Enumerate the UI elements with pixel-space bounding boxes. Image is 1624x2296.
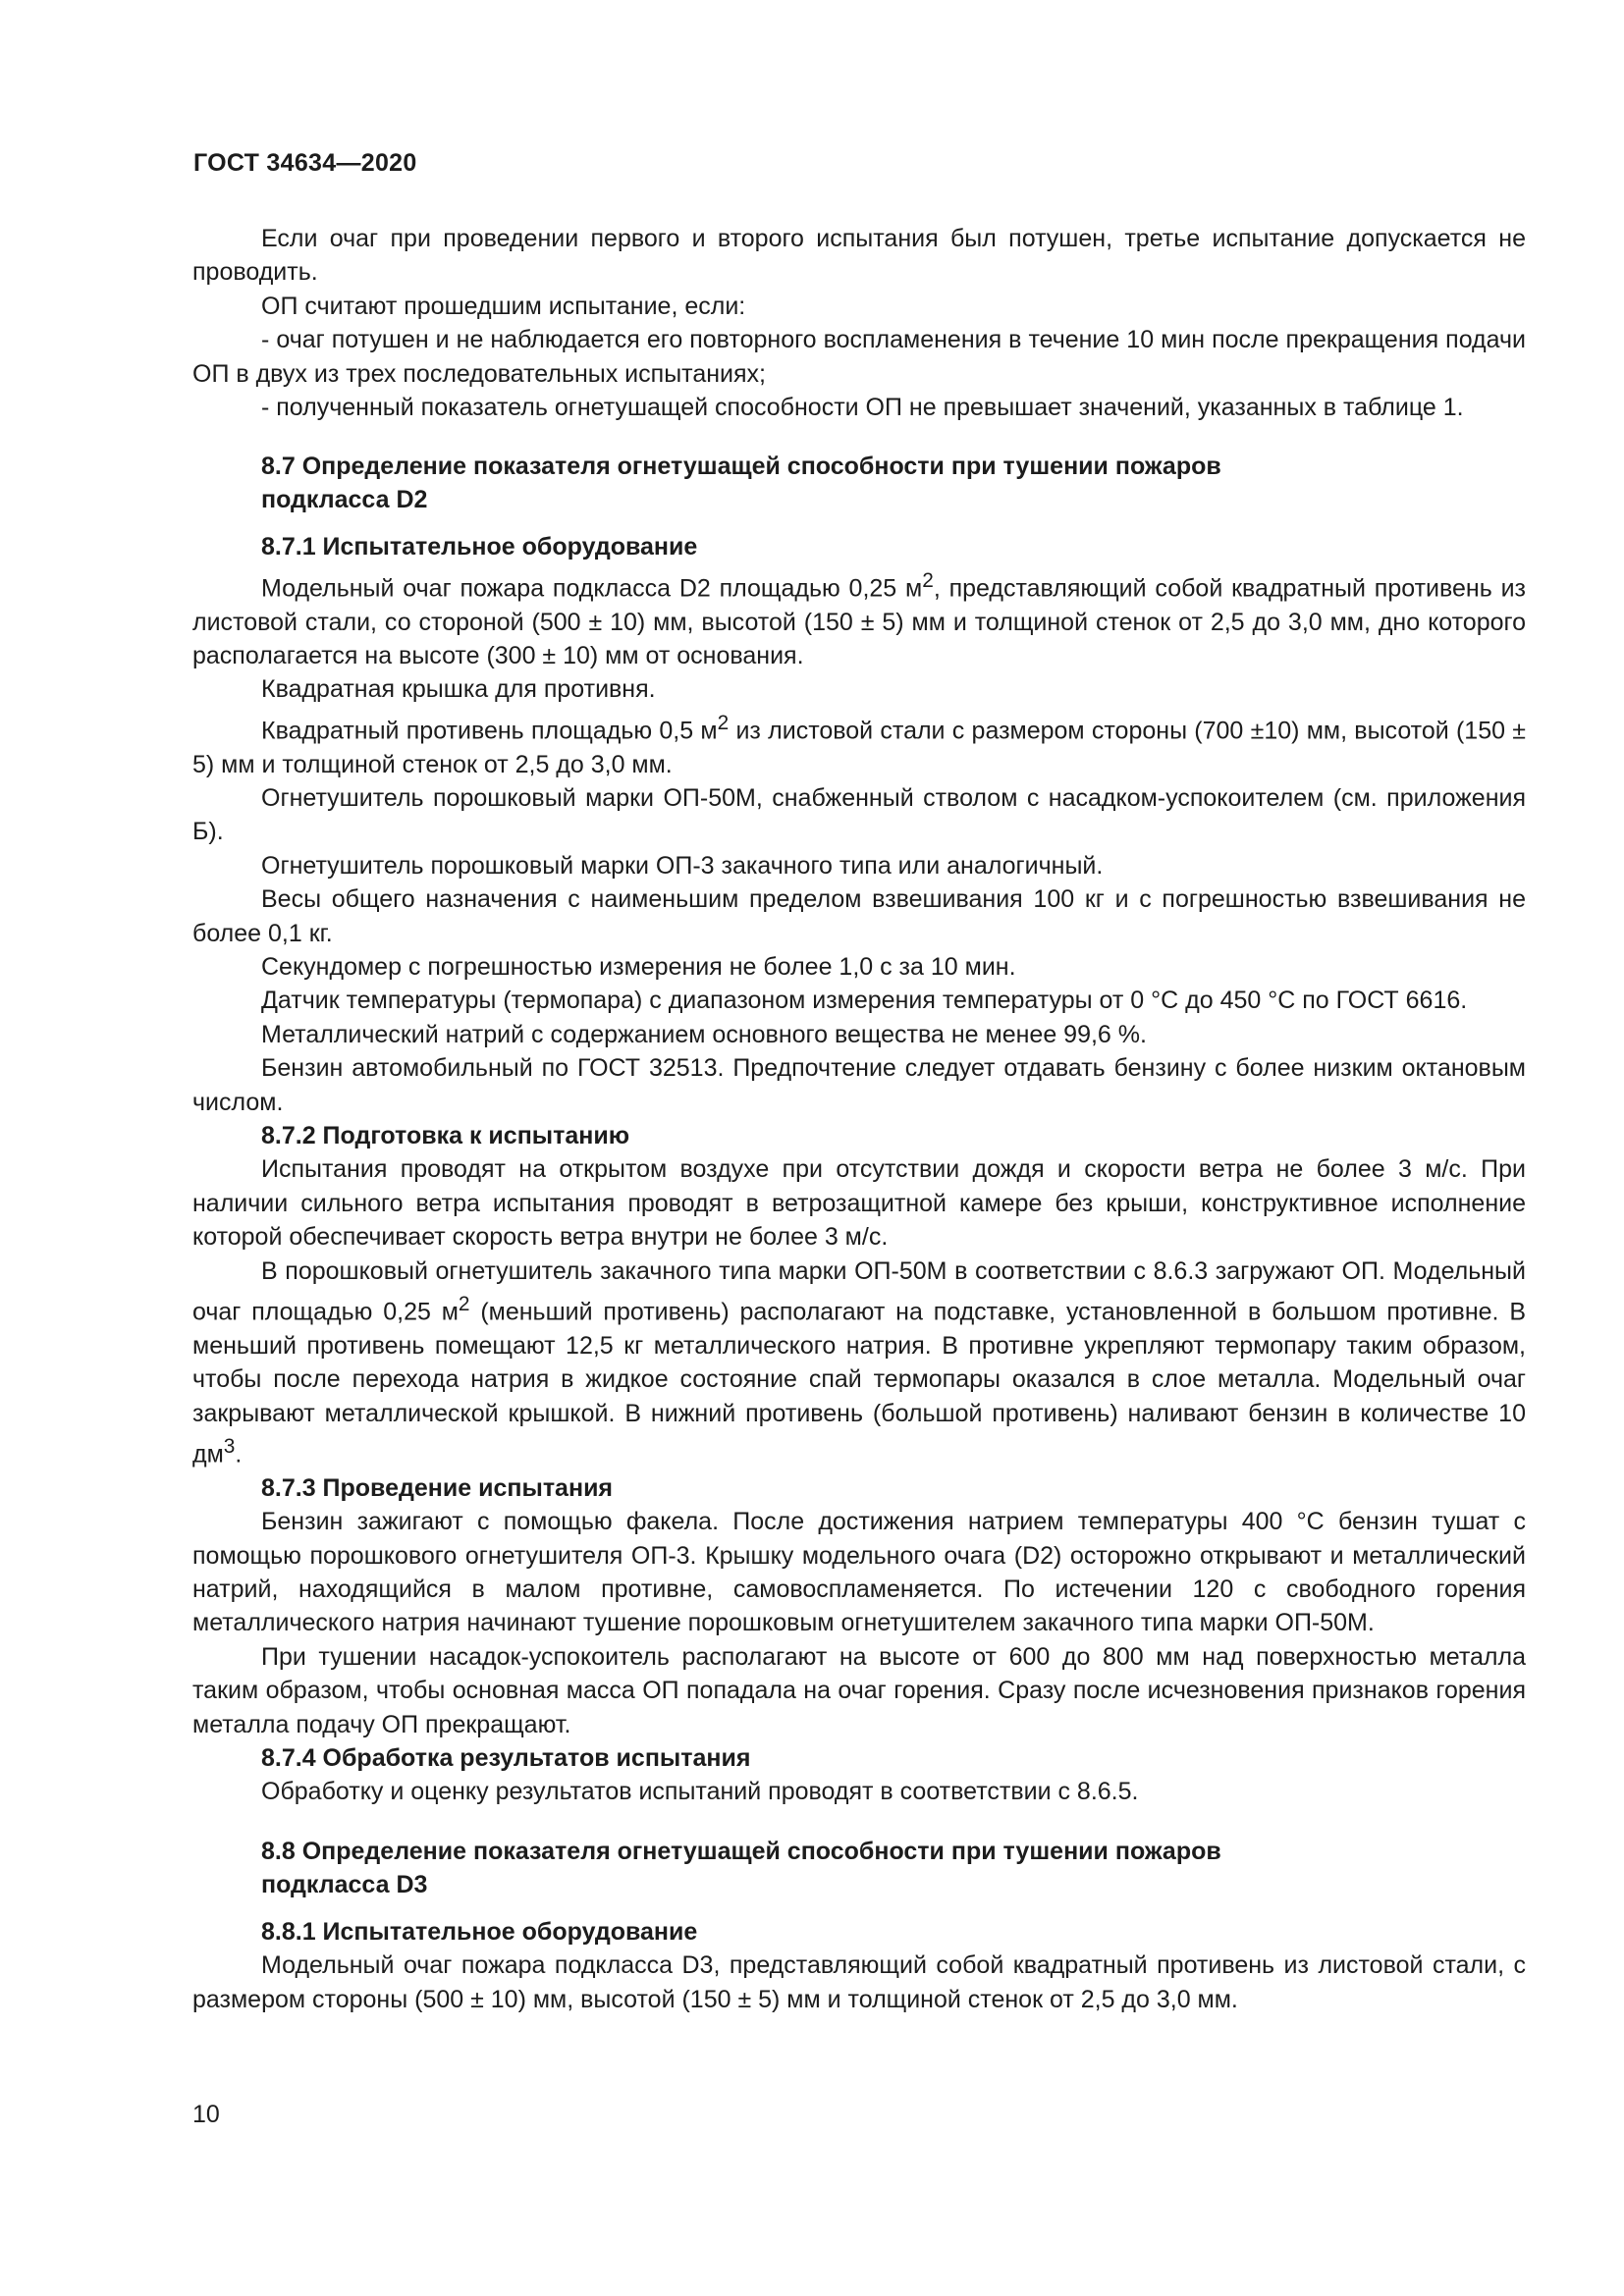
superscript: 3 bbox=[223, 1434, 236, 1458]
text-run: Квадратный противень площадью 0,5 м bbox=[261, 717, 718, 745]
paragraph: Испытания проводят на открытом воздухе при отсутствии дождя и скорости ветра не более 3 м/с. При наличии сильного ветра испытания проводят в ветрозащитной камере без крыши, конструктивное исполнение которой обеспечивает скорость ветра внутри не более 3 м/с. bbox=[192, 1155, 1526, 1252]
text-run: . bbox=[235, 1440, 243, 1468]
paragraph bbox=[192, 564, 1526, 673]
paragraph: Металлический натрий с содержанием основного вещества не менее 99,6 %. bbox=[261, 1020, 1147, 1048]
subsection-heading-8-7-4: 8.7.4 Обработка результатов испытания bbox=[261, 1743, 751, 1772]
text-run: Модельный очаг пожара подкласса D2 площадью 0,25 м bbox=[261, 574, 923, 603]
page-number: 10 bbox=[192, 2101, 220, 2128]
subsection-heading-8-7-1: 8.7.1 Испытательное оборудование bbox=[261, 533, 698, 561]
paragraph: Весы общего назначения с наименьшим пределом взвешивания 100 кг и с погрешностью взвешивания не более 0,1 кг. bbox=[192, 885, 1526, 947]
paragraph: Квадратная крышка для противня. bbox=[261, 675, 656, 704]
paragraph: Огнетушитель порошковый марки ОП-3 закачного типа или аналогичный. bbox=[261, 851, 1104, 880]
paragraph: Бензин автомобильный по ГОСТ 32513. Предпочтение следует отдавать бензину с более низким октановым числом. bbox=[192, 1054, 1526, 1116]
list-item: - полученный показатель огнетушащей способности ОП не превышает значений, указанных в таблице 1. bbox=[261, 394, 1464, 422]
subsection-heading-8-8-1: 8.8.1 Испытательное оборудование bbox=[261, 1917, 698, 1946]
paragraph: Бензин зажигают с помощью факела. После достижения натрием температуры 400 °С бензин тушат с помощью порошкового огнетушителя ОП-3. Крышку модельного очага (D2) осторожно открывают и металлический натрий, находящийся в малом противне, самовоспламеняется. По истечении 120 с свободного горения металлического натрия начинают тушение порошковым огнетушителем закачного типа марки ОП-50М. bbox=[192, 1508, 1526, 1637]
paragraph: Модельный очаг пожара подкласса D3, представляющий собой квадратный противень из листовой стали, с размером стороны (500 ± 10) мм, высотой (150 ± 5) мм и толщиной стенок от 2,5 до 3,0 мм. bbox=[192, 1951, 1526, 2013]
text-run: из листовой стали с размером стороны (700 ±10) мм, высотой (150 ± 5) мм и толщиной стенок от 2,5 до 3,0 мм. bbox=[192, 717, 1526, 778]
paragraph: Датчик температуры (термопара) с диапазоном измерения температуры от 0 °С до 450 °С по ГОСТ 6616. bbox=[261, 987, 1468, 1015]
document-header: ГОСТ 34634—2020 bbox=[193, 149, 417, 177]
text-run: В порошковый огнетушитель закачного типа марки ОП-50М в соответствии с 8.6.3 загружают ОП. Модельный очаг площадью 0,25 м bbox=[192, 1256, 1526, 1326]
paragraph: Обработку и оценку результатов испытаний проводят в соответствии с 8.6.5. bbox=[261, 1778, 1139, 1806]
paragraph: Секундомер с погрешностью измерения не более 1,0 с за 10 мин. bbox=[261, 952, 1016, 981]
superscript: 2 bbox=[458, 1293, 470, 1316]
text-run: , представляющий собой квадратный противень из листовой стали, со стороной (500 ± 10) мм, высотой (150 ± 5) мм и толщиной стенок от 2,5 до 3,0 мм, дно которого располагается на высоте (300 ± 10) мм от основания. bbox=[192, 574, 1526, 669]
list-item: - очаг потушен и не наблюдается его повторного воспламенения в течение 10 мин после прекращения подачи ОП в двух из трех последовательных испытаниях; bbox=[192, 326, 1526, 388]
section-heading-8-7: 8.7 Определение показателя огнетушащей способности при тушении пожаров подкласса D2 bbox=[261, 453, 1221, 514]
subsection-heading-8-7-2: 8.7.2 Подготовка к испытанию bbox=[261, 1122, 630, 1149]
paragraph: ОП считают прошедшим испытание, если: bbox=[261, 292, 746, 320]
paragraph: Если очаг при проведении первого и второго испытания был потушен, третье испытание допускается не проводить. bbox=[192, 225, 1526, 287]
superscript: 2 bbox=[717, 711, 730, 734]
section-heading-8-8: 8.8 Определение показателя огнетушащей способности при тушении пожаров подкласса D3 bbox=[261, 1837, 1221, 1898]
paragraph: Огнетушитель порошковый марки ОП-50М, снабженный стволом с насадком-успокоителем (см. приложения Б). bbox=[192, 783, 1526, 846]
paragraph bbox=[192, 1255, 1526, 1471]
superscript: 2 bbox=[922, 568, 934, 592]
text-run: (меньший противень) располагают на подставке, установленной в большом противне. В меньший противень помещают 12,5 кг металлического натрия. В противне укрепляют термопару таким образом, чтобы после перехода натрия в жидкое состояние спай термопары оказался в слое металла. Модельный очаг закрывают металлической крышкой. В нижний противень (большой противень) наливают бензин в количестве 10 дм bbox=[192, 1298, 1527, 1468]
subsection-heading-8-7-3: 8.7.3 Проведение испытания bbox=[261, 1473, 614, 1502]
paragraph bbox=[192, 707, 1526, 781]
document-body bbox=[192, 222, 1526, 2016]
paragraph: При тушении насадок-успокоитель располагают на высоте от 600 до 800 мм над поверхностью металла таким образом, чтобы основная масса ОП попадала на очаг горения. Сразу после исчезновения признаков горения металла подачу ОП прекращают. bbox=[192, 1642, 1526, 1738]
